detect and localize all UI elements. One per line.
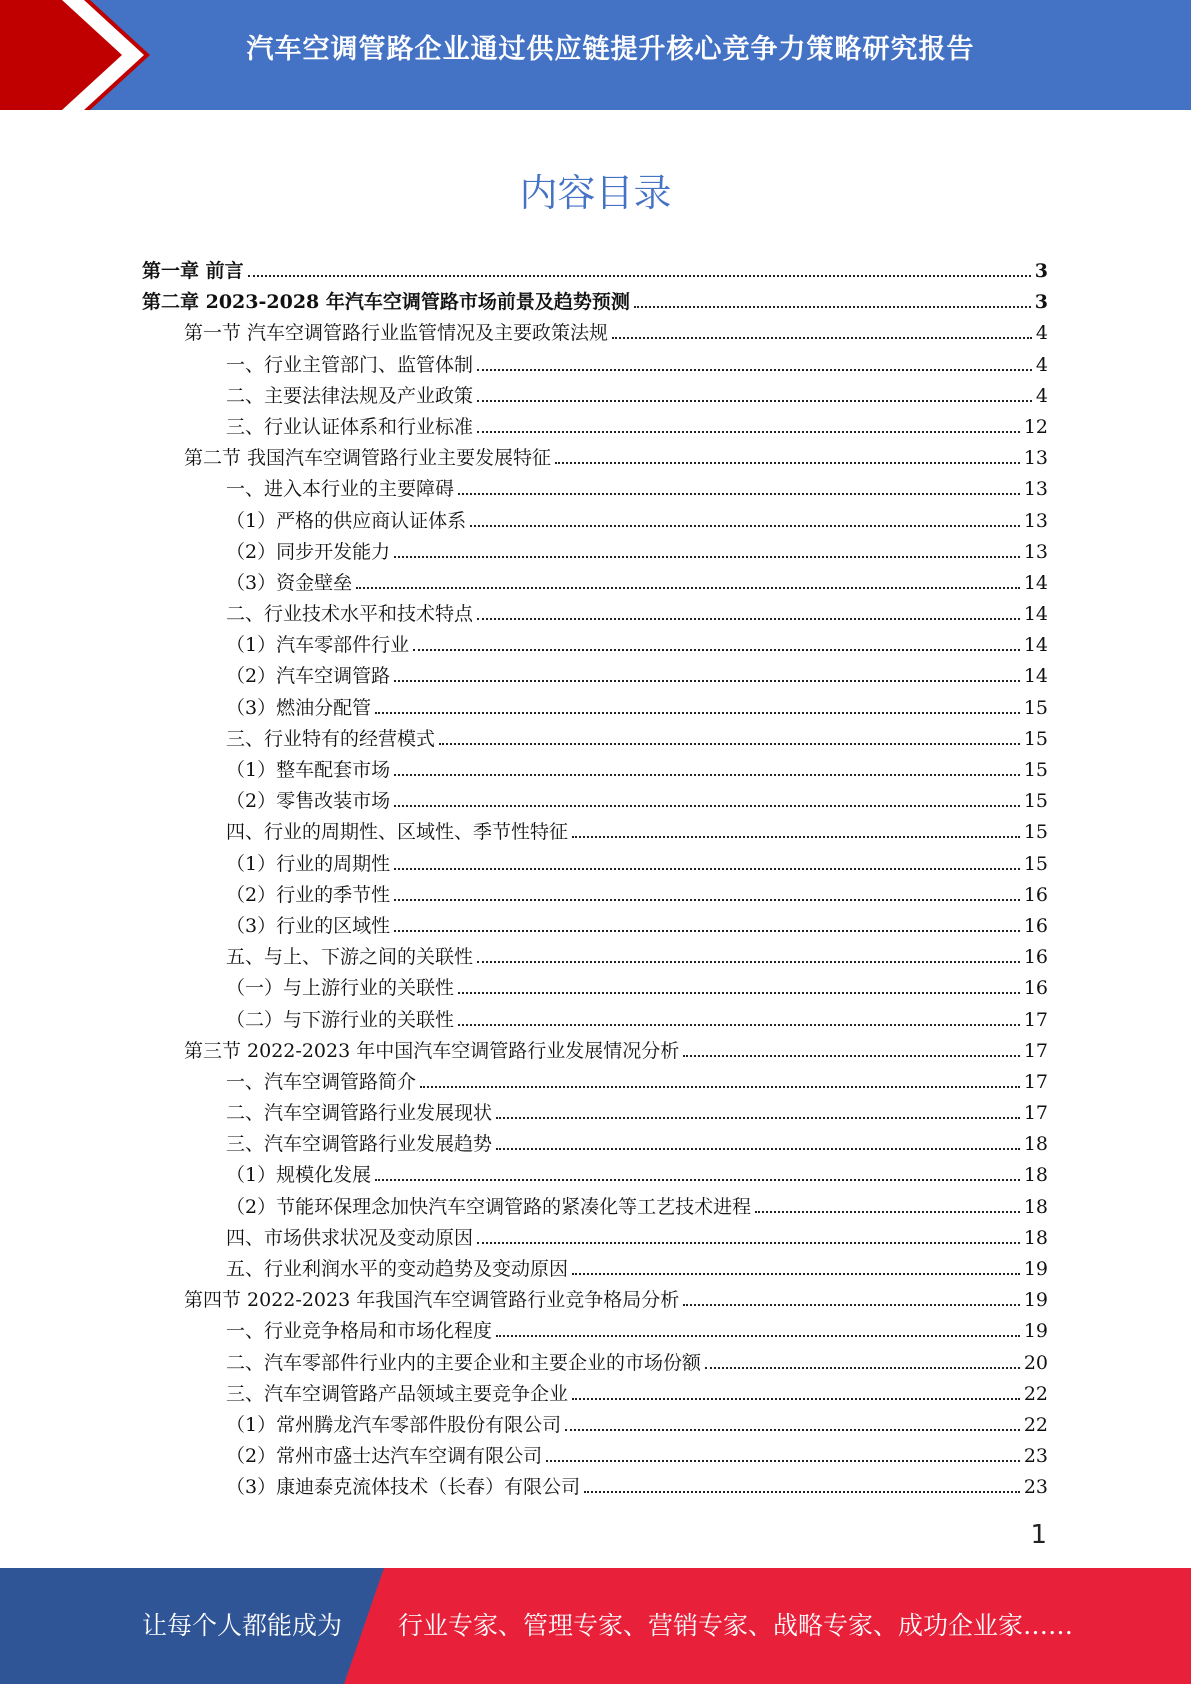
toc-entry-label: （2）行业的季节性: [226, 883, 391, 906]
toc-entry-page: 20: [1023, 1351, 1048, 1374]
toc-entry[interactable]: [142, 256, 1048, 287]
toc-dot-leader: [634, 305, 1031, 308]
toc-entry-label: 第四节 2022-2023 年我国汽车空调管路行业竞争格局分析: [184, 1289, 680, 1312]
toc-entry-page: 16: [1023, 883, 1048, 906]
toc-entry-page: 22: [1023, 1382, 1048, 1405]
toc-entry[interactable]: [142, 1285, 1048, 1316]
toc-entry-label: 一、行业主管部门、监管体制: [226, 353, 474, 376]
toc-dot-leader: [394, 867, 1020, 870]
toc-entry-label: 第二章 2023-2028 年汽车空调管路市场前景及趋势预测: [142, 291, 630, 314]
toc-dot-leader: [496, 1116, 1020, 1119]
toc-dot-leader: [375, 1178, 1020, 1181]
toc-entry-page: 19: [1023, 1289, 1048, 1312]
toc-entry-label: （3）行业的区域性: [226, 914, 391, 937]
header-title: 汽车空调管路企业通过供应链提升核心竞争力策略研究报告: [246, 34, 975, 65]
toc-entry-label: （3）燃油分配管: [226, 696, 372, 719]
toc-entry-label: 四、市场供求状况及变动原因: [226, 1226, 474, 1249]
toc-entry[interactable]: [142, 1098, 1048, 1129]
toc-entry[interactable]: [142, 568, 1048, 599]
toc-entry-page: 4: [1035, 322, 1048, 345]
toc-dot-leader: [375, 711, 1020, 714]
toc-entry-label: 一、汽车空调管路简介: [226, 1070, 417, 1093]
toc-dot-leader: [458, 1023, 1020, 1026]
toc-dot-leader: [439, 742, 1020, 745]
toc-dot-leader: [477, 617, 1020, 620]
toc-entry[interactable]: [142, 1192, 1048, 1223]
toc-entry-page: 18: [1023, 1226, 1048, 1249]
toc-dot-leader: [394, 773, 1020, 776]
toc-entry-label: （2）汽车空调管路: [226, 665, 391, 688]
toc-entry[interactable]: [142, 724, 1048, 755]
toc-entry-label: （一）与上游行业的关联性: [226, 977, 455, 1000]
toc-dot-leader: [477, 399, 1032, 402]
toc-entry[interactable]: [142, 693, 1048, 724]
toc-dot-leader: [420, 1085, 1020, 1088]
toc-entry[interactable]: [142, 1036, 1048, 1067]
page-number: 1: [1030, 1520, 1047, 1550]
toc-entry-page: 4: [1035, 353, 1048, 376]
toc-entry-label: 三、汽车空调管路产品领域主要竞争企业: [226, 1382, 569, 1405]
toc-entry[interactable]: [142, 381, 1048, 412]
toc-entry[interactable]: [142, 287, 1048, 318]
toc-entry-page: 16: [1023, 946, 1048, 969]
toc-entry-page: 17: [1023, 1102, 1048, 1125]
toc-dot-leader: [705, 1366, 1020, 1369]
toc-entry[interactable]: [142, 661, 1048, 692]
toc-entry-page: 15: [1023, 852, 1048, 875]
toc-entry[interactable]: [142, 786, 1048, 817]
toc-entry-page: 16: [1023, 914, 1048, 937]
footer-slogan-left: 让每个人都能成为: [142, 1611, 343, 1640]
toc-entry-label: （2）节能环保理念加快汽车空调管路的紧凑化等工艺技术进程: [226, 1195, 752, 1218]
toc-entry[interactable]: [142, 350, 1048, 381]
toc-entry-page: 16: [1023, 977, 1048, 1000]
toc-entry[interactable]: [142, 849, 1048, 880]
toc-entry-label: （3）康迪泰克流体技术（长春）有限公司: [226, 1476, 581, 1499]
toc-entry[interactable]: [142, 1316, 1048, 1347]
toc-dot-leader: [572, 835, 1020, 838]
toc-dot-leader: [683, 1303, 1020, 1306]
toc-entry-label: 五、与上、下游之间的关联性: [226, 946, 474, 969]
toc-entry-label: （3）资金壁垒: [226, 571, 353, 594]
toc-dot-leader: [394, 804, 1020, 807]
toc-entry-page: 19: [1023, 1258, 1048, 1280]
toc-dot-leader: [470, 524, 1020, 527]
toc-entry[interactable]: [142, 1472, 1048, 1503]
toc-dot-leader: [458, 492, 1020, 495]
toc-entry[interactable]: [142, 506, 1048, 537]
toc-entry[interactable]: [142, 412, 1048, 443]
toc-dot-leader: [565, 1428, 1020, 1431]
toc-entry-page: 13: [1023, 509, 1048, 532]
toc-entry-page: 19: [1023, 1320, 1048, 1343]
toc-entry-page: 14: [1023, 665, 1048, 688]
toc-entry-page: 3: [1034, 291, 1048, 314]
toc-entry[interactable]: [142, 474, 1048, 505]
toc-entry-label: 二、汽车零部件行业内的主要企业和主要企业的市场份额: [226, 1351, 702, 1374]
toc-entry[interactable]: [142, 880, 1048, 911]
toc-entry[interactable]: [142, 1223, 1048, 1254]
toc-entry-page: 13: [1023, 540, 1048, 563]
toc-entry[interactable]: [142, 1160, 1048, 1191]
toc-entry-label: （2）零售改装市场: [226, 790, 391, 813]
header-band: [0, 0, 1191, 110]
toc-entry[interactable]: [142, 817, 1048, 848]
toc-entry[interactable]: [142, 973, 1048, 1004]
toc-entry-label: 三、行业认证体系和行业标准: [226, 415, 474, 438]
toc-entry-page: 17: [1023, 1070, 1048, 1093]
toc-dot-leader: [496, 1147, 1020, 1150]
toc-dot-leader: [477, 368, 1032, 371]
toc-entry-label: （1）规模化发展: [226, 1164, 372, 1187]
toc-dot-leader: [572, 1397, 1020, 1400]
footer-band: [0, 1568, 1191, 1684]
toc-dot-leader: [572, 1272, 1020, 1275]
toc-dot-leader: [458, 991, 1020, 994]
toc-entry-label: 一、进入本行业的主要障碍: [226, 478, 455, 501]
toc-dot-leader: [394, 898, 1020, 901]
toc-entry-page: 23: [1023, 1476, 1048, 1499]
toc-entry-page: 15: [1023, 696, 1048, 719]
toc-entry-page: 18: [1023, 1133, 1048, 1156]
toc-entry[interactable]: [142, 318, 1048, 349]
toc-dot-leader: [477, 1241, 1020, 1244]
footer-slogan-right: 行业专家、管理专家、营销专家、战略专家、成功企业家……: [398, 1611, 1074, 1640]
toc-entry[interactable]: [142, 599, 1048, 630]
toc-entry-label: 三、汽车空调管路行业发展趋势: [226, 1133, 493, 1156]
toc-entry[interactable]: [142, 537, 1048, 568]
toc-entry-page: 14: [1023, 571, 1048, 594]
toc-entry-label: （二）与下游行业的关联性: [226, 1008, 455, 1031]
toc-dot-leader: [477, 430, 1020, 433]
toc-dot-leader: [413, 648, 1020, 651]
toc-entry-label: 四、行业的周期性、区域性、季节性特征: [226, 821, 569, 844]
toc-entry[interactable]: [142, 942, 1048, 973]
toc-entry[interactable]: [142, 1254, 1048, 1285]
toc-entry-label: （1）严格的供应商认证体系: [226, 509, 467, 532]
toc-entry-label: 第三节 2022-2023 年中国汽车空调管路行业发展情况分析: [184, 1039, 680, 1062]
toc-entry[interactable]: [142, 1348, 1048, 1379]
toc-dot-leader: [584, 1490, 1020, 1493]
toc-entry-page: 17: [1023, 1039, 1048, 1062]
toc-entry[interactable]: [142, 443, 1048, 474]
toc-entry-label: 第一节 汽车空调管路行业监管情况及主要政策法规: [184, 322, 609, 345]
toc-entry-page: 13: [1023, 478, 1048, 501]
toc-entry-page: 17: [1023, 1008, 1048, 1031]
toc-entry-page: 18: [1023, 1195, 1048, 1218]
toc-entry-label: 第二节 我国汽车空调管路行业主要发展特征: [184, 447, 552, 470]
toc-entry-label: （1）常州腾龙汽车零部件股份有限公司: [226, 1413, 562, 1436]
toc-entry[interactable]: [142, 755, 1048, 786]
toc-entry-label: （1）行业的周期性: [226, 852, 391, 875]
toc-entry-page: 15: [1023, 790, 1048, 813]
toc-dot-leader: [546, 1459, 1020, 1462]
toc-entry-page: 3: [1034, 260, 1048, 282]
toc-entry-label: 一、行业竞争格局和市场化程度: [226, 1320, 493, 1343]
toc-entry[interactable]: [142, 1005, 1048, 1036]
toc-entry[interactable]: [142, 911, 1048, 942]
toc-entry-page: 14: [1023, 603, 1048, 626]
toc-entry[interactable]: [142, 1129, 1048, 1160]
toc-entry-label: 二、汽车空调管路行业发展现状: [226, 1102, 493, 1125]
toc-entry-page: 14: [1023, 634, 1048, 657]
toc-entry-label: 第一章 前言: [142, 260, 244, 282]
toc-entry-page: 4: [1035, 384, 1048, 407]
toc-entry-label: （1）整车配套市场: [226, 759, 391, 781]
toc-entry[interactable]: [142, 1441, 1048, 1472]
toc-entry-label: （2）常州市盛士达汽车空调有限公司: [226, 1445, 543, 1468]
toc-dot-leader: [496, 1334, 1020, 1337]
toc-dot-leader: [755, 1210, 1020, 1213]
toc-entry[interactable]: [142, 630, 1048, 661]
header-arrow-decoration: [0, 0, 150, 110]
toc-entry-page: 15: [1023, 727, 1048, 750]
toc-entry-page: 12: [1023, 415, 1048, 438]
toc-entry[interactable]: [142, 1410, 1048, 1441]
table-of-contents: [142, 256, 1048, 1504]
toc-entry[interactable]: [142, 1067, 1048, 1098]
toc-entry[interactable]: [142, 1379, 1048, 1410]
toc-dot-leader: [248, 274, 1031, 277]
toc-entry-page: 13: [1023, 447, 1048, 470]
toc-dot-leader: [356, 586, 1020, 589]
toc-dot-leader: [394, 555, 1020, 558]
toc-entry-page: 15: [1023, 821, 1048, 844]
toc-dot-leader: [477, 960, 1020, 963]
toc-dot-leader: [394, 679, 1020, 682]
toc-entry-label: 二、行业技术水平和技术特点: [226, 603, 474, 626]
toc-heading: 内容目录: [519, 171, 672, 215]
toc-entry-label: （2）同步开发能力: [226, 540, 391, 563]
toc-dot-leader: [612, 336, 1032, 339]
toc-dot-leader: [555, 461, 1020, 464]
toc-entry-label: 五、行业利润水平的变动趋势及变动原因: [226, 1258, 569, 1280]
toc-entry-page: 22: [1023, 1413, 1048, 1436]
toc-entry-label: 三、行业特有的经营模式: [226, 727, 436, 750]
toc-entry-page: 18: [1023, 1164, 1048, 1187]
toc-entry-page: 15: [1023, 759, 1048, 781]
toc-dot-leader: [683, 1054, 1020, 1057]
toc-entry-label: 二、主要法律法规及产业政策: [226, 384, 474, 407]
toc-entry-page: 23: [1023, 1445, 1048, 1468]
toc-dot-leader: [394, 929, 1020, 932]
toc-entry-label: （1）汽车零部件行业: [226, 634, 410, 657]
